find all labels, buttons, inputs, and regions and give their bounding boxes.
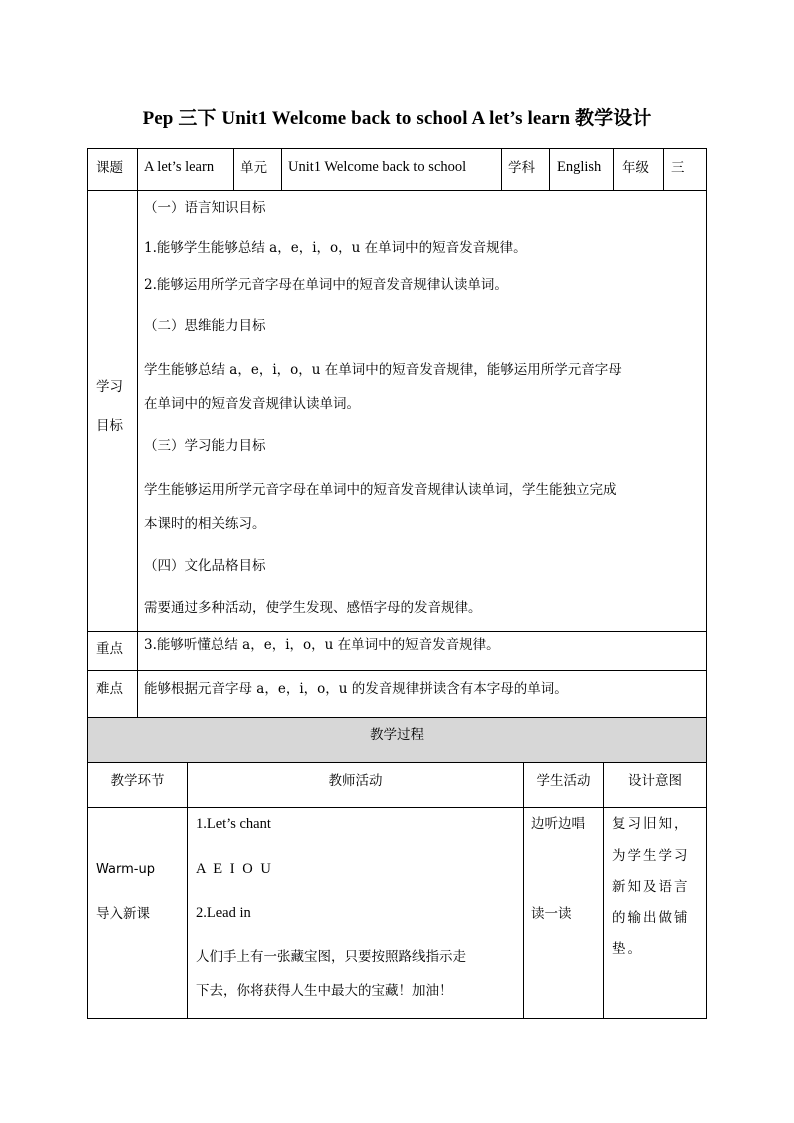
objective-line: 2.能够运用所学元音字母在单词中的短音发音规律认读单词。	[144, 277, 508, 293]
column-student: 学生活动	[536, 773, 591, 789]
intent-line: 复习旧知，	[612, 816, 690, 832]
difficulties-label: 难点	[96, 681, 123, 697]
objective-line: 学生能够运用所学元音字母在单词中的短音发音规律认读单词，学生能独立完成	[144, 482, 617, 498]
grade-value: 三	[671, 160, 685, 176]
topic-label: 课题	[96, 160, 123, 176]
objective-heading-learning: （三）学习能力目标	[144, 438, 266, 454]
teacher-activity-line: 2.Lead in	[196, 905, 251, 921]
objective-line: 1.能够学生能够总结 a，e，i，o，u 在单词中的短音发音规律。	[144, 240, 527, 256]
unit-label: 单元	[240, 160, 267, 176]
key-points-label: 重点	[96, 641, 123, 657]
column-teacher: 教师活动	[328, 773, 383, 789]
unit-value: Unit1 Welcome back to school	[288, 159, 467, 175]
objective-line: 在单词中的短音发音规律认读单词。	[144, 396, 360, 412]
objective-heading-culture: （四）文化品格目标	[144, 558, 266, 574]
teacher-activity-line: 1.Let’s chant	[196, 816, 271, 832]
topic-value: A let’s learn	[144, 159, 215, 175]
grade-label: 年级	[622, 160, 649, 176]
stage-chinese: 导入新课	[96, 906, 150, 922]
intent-line: 为学生学习	[612, 848, 690, 864]
intent-line: 的输出做铺	[612, 910, 690, 926]
column-intent: 设计意图	[628, 773, 682, 789]
subject-label: 学科	[508, 160, 535, 176]
objective-heading-knowledge: （一）语言知识目标	[144, 200, 266, 216]
objective-line: 需要通过多种活动，使学生发现、感悟字母的发音规律。	[144, 600, 482, 616]
teacher-activity-line: 人们手上有一张藏宝图，只要按照路线指示走	[196, 949, 466, 965]
objective-line: 本课时的相关练习。	[144, 516, 266, 532]
teacher-activity-line: A E I O U	[196, 861, 273, 877]
difficulties-text: 能够根据元音字母 a，e，i，o，u 的发音规律拼读含有本字母的单词。	[144, 681, 568, 697]
intent-line: 新知及语言	[612, 879, 690, 895]
key-points-text: 3.能够听懂总结 a，e，i，o，u 在单词中的短音发音规律。	[144, 637, 500, 653]
process-header: 教学过程	[370, 727, 424, 743]
objective-line: 学生能够总结 a，e，i，o，u 在单词中的短音发音规律，能够运用所学元音字母	[144, 362, 622, 378]
objectives-label-line2: 目标	[96, 418, 123, 434]
lesson-info-table	[87, 148, 707, 718]
objectives-label-line1: 学习	[96, 379, 123, 395]
subject-value: English	[557, 159, 602, 175]
teacher-activity-line: 下去，你将获得人生中最大的宝藏！加油！	[196, 983, 453, 999]
intent-line: 垫。	[612, 941, 643, 957]
student-activity-line: 边听边唱	[531, 816, 585, 832]
student-activity-line: 读一读	[531, 906, 572, 922]
column-stage: 教学环节	[110, 773, 165, 789]
stage-english: Warm-up	[96, 862, 155, 877]
document-title: Pep 三下 Unit1 Welcome back to school A let’s learn 教学设计	[142, 108, 652, 129]
objective-heading-thinking: （二）思维能力目标	[144, 318, 266, 334]
